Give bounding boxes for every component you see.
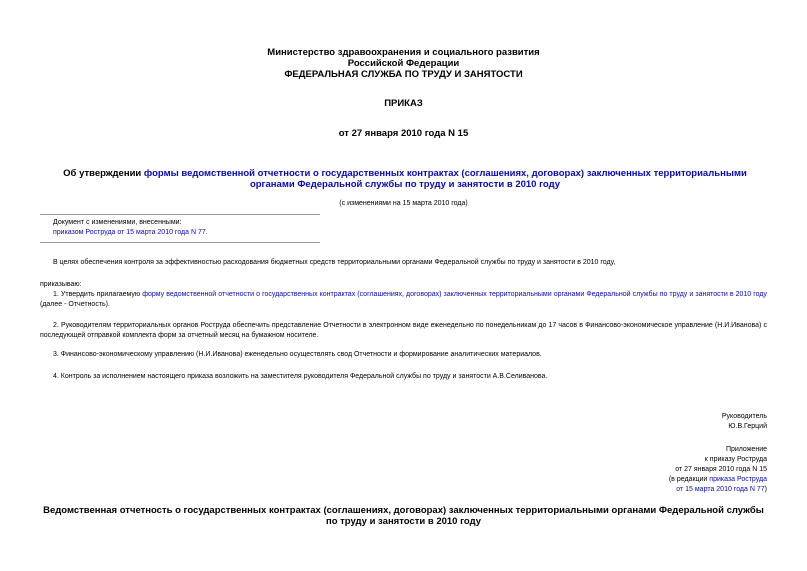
appendix-order-link[interactable]: приказа Роструда <box>709 476 767 483</box>
doc-title <box>60 168 750 190</box>
item-3: 3. Финансово-экономическому управлению (Н.И.Иванова) еженедельно осуществлять свод Отчетности и формирование аналитических материалов. <box>53 351 542 358</box>
title-form-link[interactable]: формы ведомственной отчетности о государственных контрактах (соглашениях, договорах) заключенных территориальными органами Федеральной службы по труду и занятости в 2010 году <box>143 168 747 190</box>
notice-bottom-rule <box>40 242 320 243</box>
item-1-form-link[interactable]: форму ведомственной отчетности о государственных контрактах (соглашениях, договорах) заключенных территориальными органами Федеральной службы по труду и занятости в 2010 году <box>142 291 767 298</box>
signature-name: Ю.В.Герций <box>728 423 767 430</box>
ministry-line1: Министерство здравоохранения и социального развития <box>267 47 540 58</box>
agency-name: ФЕДЕРАЛЬНАЯ СЛУЖБА ПО ТРУДУ И ЗАНЯТОСТИ <box>284 69 523 80</box>
appendix-line3: от 27 января 2010 года N 15 <box>675 466 767 473</box>
item-4: 4. Контроль за исполнением настоящего приказа возложить на заместителя руководителя Федеральной службы по труду и занятости А.В.Селиванова. <box>53 373 548 380</box>
notice-line: Документ с изменениями, внесенными: <box>53 219 182 226</box>
title-prefix: Об утверждении <box>63 168 144 179</box>
item-1-suffix: (далее - Отчетность). <box>40 301 110 308</box>
item-1 <box>40 290 767 310</box>
appendix-edition-prefix: (в редакции <box>668 476 710 483</box>
doc-type: ПРИКАЗ <box>384 98 423 109</box>
appendix-line1: Приложение <box>725 446 767 453</box>
amendments-note: (с изменениями на 15 марта 2010 года) <box>339 200 468 207</box>
appendix-close-paren: ) <box>764 486 767 493</box>
item-2: 2. Руководителям территориальных органов Роструда обеспечить представление Отчетности в электронном виде еженедельно по понедельникам до 17 часов в Финансово-экономическое управление (Н.И.Иванова) с последующей отправкой комплекта форм за отчетный месяц на бумажном носителе. <box>40 322 767 339</box>
appendix-line5 <box>676 485 767 495</box>
intro-paragraph: В целях обеспечения контроля за эффективностью расходования бюджетных средств территориальными органами Федеральной службы по труду и занятости в 2010 году, <box>53 259 616 266</box>
doc-date: от 27 января 2010 года N 15 <box>338 128 469 139</box>
notice-top-rule <box>40 214 320 215</box>
notice-amendment-link[interactable]: приказом Роструда от 15 марта 2010 года N 77. <box>53 229 208 236</box>
appendix-line4 <box>669 475 767 485</box>
ministry-line2: Российской Федерации <box>347 58 460 69</box>
item-1-text: 1. Утвердить прилагаемую <box>53 291 143 298</box>
order-word: приказываю: <box>40 281 82 288</box>
report-title: Ведомственная отчетность о государственных контрактах (соглашениях, договорах) заключенных территориальными органами Федеральной службы по труду и занятости в 2010 году <box>43 505 764 527</box>
signature-position: Руководитель <box>721 413 767 420</box>
appendix-date-link[interactable]: от 15 марта 2010 года N 77 <box>676 486 765 493</box>
appendix-line2: к приказу Роструда <box>704 456 767 463</box>
